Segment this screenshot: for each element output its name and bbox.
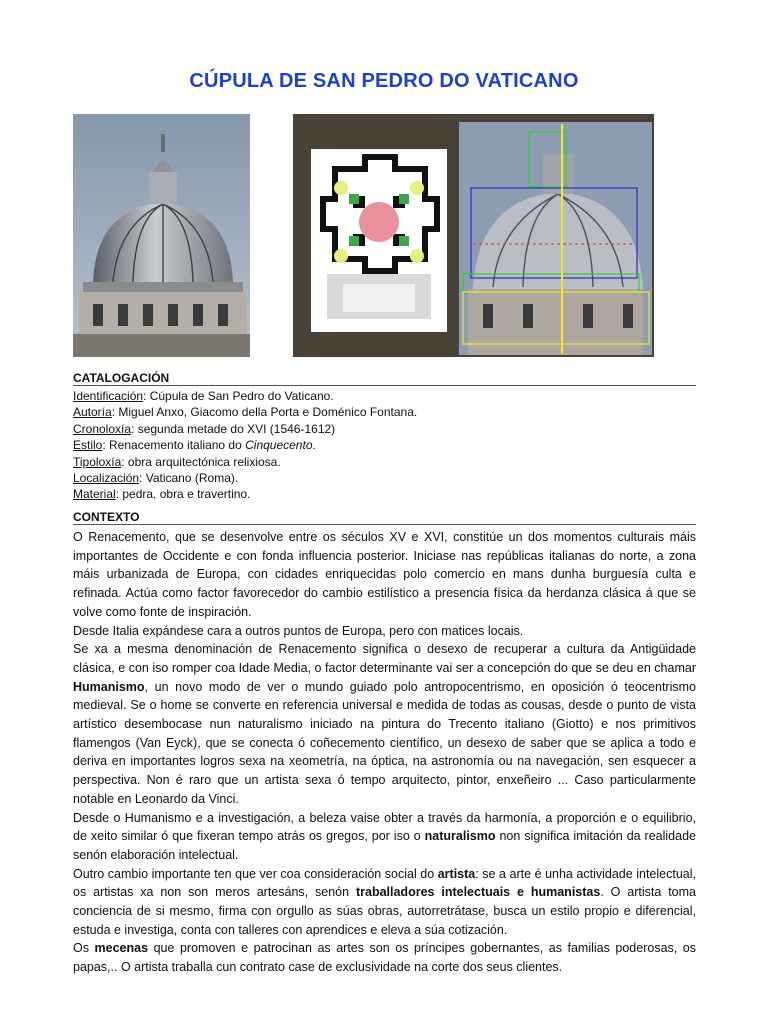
page-title: CÚPULA DE SAN PEDRO DO VATICANO <box>189 70 579 92</box>
catalog-item: Cronoloxía: segunda metade do XVI (1546-1612) <box>73 421 336 436</box>
catalog-item: Identificación: Cúpula de San Pedro do Vaticano. <box>73 389 334 403</box>
catalog-item: Autoría: Miguel Anxo, Giacomo della Porta e Doménico Fontana. <box>73 405 418 420</box>
catalog-item: Localización: Vaticano (Roma). <box>73 471 239 485</box>
paragraph: Desde o Humanismo e a investigación, a beleza vaise obter a través da harmonía, a proporción e o equilibrio, de xeito similar ó que fixeran tempo atrás os gregos, por iso o naturalismo non significa imitación da realidade senón elaboración intelectual. <box>73 810 696 862</box>
catalogacion-heading: CATALOGACIÓN <box>73 371 696 386</box>
paragraph: Os mecenas que promoven e patrocinan as artes son os príncipes gobernantes, as familias poderosas, os papas,.. O artista traballa cun contrato case de exclusividade na corte dos seus clientes. <box>73 941 696 975</box>
catalog-item: Estilo: Renacemento italiano do Cinquecento. <box>73 438 316 453</box>
paragraph: Se xa a mesma denominación de Renacemento significa o desexo de recuperar a cultura da Antigüidade clásica, e con iso romper coa Idade Media, o factor determinante vai ser a concepción do que se deu en chamar Humanismo, un novo modo de ver o mundo guiado polo antropocentrismo, en oposición ó teocentrismo medieval. Se o home se converte en referencia universal e medida de todas as cousas, desde o punto de vista artístico desembocase nun naturalismo iniciado na pintura do Trecento italiano (Giotto) e nos primitivos flamengos (Van Eyck), que se conecta ó coñecemento científico, un desexo de saber que se aplica a todo e deriva en importantes logros sexa na xeometría, na óptica, na astronomía ou na navegación, sen esquecer a perspectiva. Non é raro que un artista sexa ó tempo arquitecto, pintor, enxeñeiro ... Caso particularmente notable en Leonardo da Vinci. <box>73 642 696 806</box>
paragraph: Outro cambio importante ten que ver coa consideración social do artista: se a arte é unha actividade intelectual, os artistas xa non son meros artesáns, senón traballadores intelectuais e humanistas. O artista toma conciencia de si mesmo, firma con orgullo as súas obras, autorretrátase, busca un estilo propio e diferencial, estuda e investiga, conta con talleres con aprendices e eleva a súa cotización. <box>73 866 696 937</box>
contexto-body <box>73 528 696 977</box>
plan-and-analysis-image <box>293 114 654 357</box>
catalog-item: Material: pedra, obra e travertino. <box>73 487 251 502</box>
dome-photo <box>73 114 250 357</box>
contexto-heading: CONTEXTO <box>73 510 696 525</box>
paragraph: Desde Italia expándese cara a outros puntos de Europa, pero con matices locais. <box>73 623 524 638</box>
catalog-item: Tipoloxía: obra arquitectónica relixiosa. <box>73 454 281 469</box>
paragraph: O Renacemento, que se desenvolve entre os séculos XV e XVI, constitúe un dos momentos culturais máis importantes de Occidente e con fonda influencia posterior. Iniciase nas repúblicas italianas do norte, a zona máis urbanizada de Europa, con cidades enriquecidas polo comercio en mans dunha burguesía culta e refinada. Actúa como factor favorecedor do cambio estilístico a presencia física da herdanza clásica á que se volve como fonte de inspiración. <box>73 530 696 619</box>
